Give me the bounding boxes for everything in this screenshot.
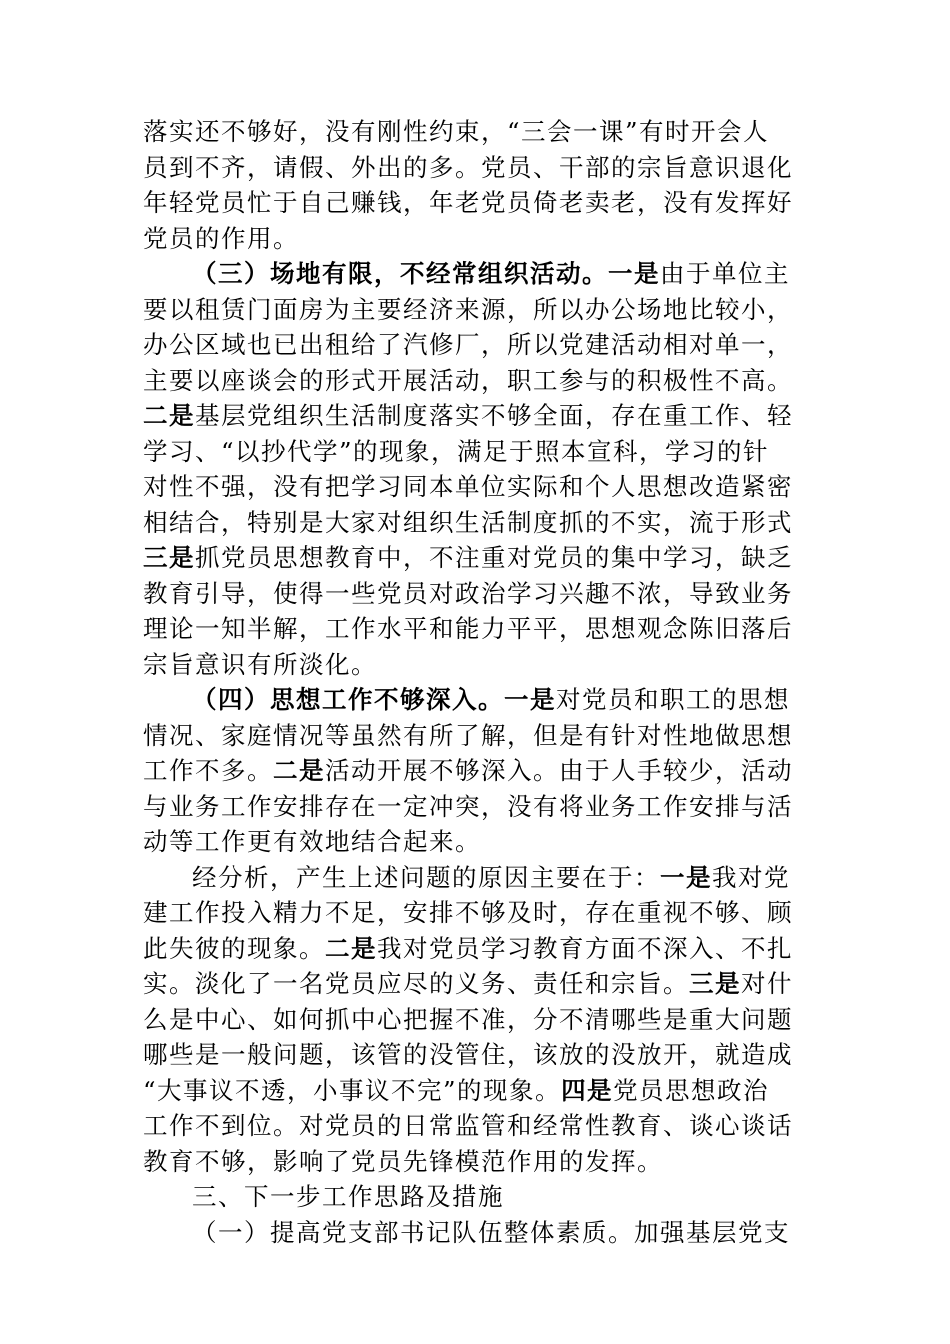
text-line: 教育引导，使得一些党员对政治学习兴趣不浓，导致业务 xyxy=(143,578,793,608)
point-marker: 四是 xyxy=(561,1075,614,1105)
text-line: 此失彼的现象。二是我对党员学习教育方面不深入、不扎 xyxy=(143,933,793,963)
text-line: 实。淡化了一名党员应尽的义务、责任和宗旨。三是对什 xyxy=(143,969,793,998)
text-line: 年轻党员忙于自己赚钱，年老党员倚老卖老，没有发挥好 xyxy=(143,188,793,217)
text-line: 么是中心、如何抓中心把握不准，分不清哪些是重大问题 xyxy=(143,1004,793,1034)
text-line: 工作不到位。对党员的日常监管和经常性教育、谈心谈话 xyxy=(143,1111,793,1140)
text-line: 三是抓党员思想教育中，不注重对党员的集中学习，缺乏 xyxy=(143,543,793,572)
point-marker: 三是 xyxy=(143,543,195,572)
section-four-line: （四）思想工作不够深入。一是对党员和职工的思想 xyxy=(192,685,790,714)
document-body xyxy=(143,114,808,1250)
section-three-line: （三）场地有限，不经常组织活动。一是由于单位主 xyxy=(192,259,790,288)
section-title-venue: （三）场地有限，不经常组织活动。 xyxy=(192,259,608,288)
text-line: 动等工作更有效地结合起来。 xyxy=(143,827,481,856)
text-line: 办公区域也已出租给了汽修厂，所以党建活动相对单一， xyxy=(143,330,793,359)
text-line: 学习、“以抄代学”的现象，满足于照本宣科，学习的针 xyxy=(143,436,770,466)
text-line: 党员的作用。 xyxy=(143,223,299,253)
point-marker: 一是 xyxy=(504,685,556,714)
text-line: 要以租赁门面房为主要经济来源，所以办公场地比较小， xyxy=(143,294,793,324)
point-marker: 二是 xyxy=(273,756,325,785)
text-line: 相结合，特别是大家对组织生活制度抓的不实，流于形式 xyxy=(143,507,793,537)
text-line: 对性不强，没有把学习同本单位实际和个人思想改造紧密 xyxy=(143,472,793,501)
subsection-line: （一）提高党支部书记队伍整体素质。加强基层党支 xyxy=(192,1217,790,1247)
text-line: 员到不齐，请假、外出的多。党员、干部的宗旨意识退化 xyxy=(143,152,793,182)
text-line: 与业务工作安排存在一定冲突，没有将业务工作安排与活 xyxy=(143,791,793,821)
text-line: “大事议不透，小事议不完”的现象。四是党员思想政治 xyxy=(143,1075,770,1105)
point-marker: 二是 xyxy=(143,401,195,430)
point-marker: 一是 xyxy=(660,862,712,892)
point-marker: 三是 xyxy=(689,969,741,998)
section-heading: 三、下一步工作思路及措施 xyxy=(192,1182,504,1211)
text-line: 建工作投入精力不足，安排不够及时，存在重视不够、顾 xyxy=(143,898,793,927)
point-marker: 二是 xyxy=(325,933,377,963)
text-line: 宗旨意识有所淡化。 xyxy=(143,649,377,679)
text-line: 落实还不够好，没有刚性约束，“三会一课”有时开会人 xyxy=(143,117,770,146)
analysis-line: 经分析，产生上述问题的原因主要在于：一是我对党 xyxy=(192,862,790,892)
text-line: 主要以座谈会的形式开展活动，职工参与的积极性不高。 xyxy=(143,365,793,395)
section-title-thinking: （四）思想工作不够深入。 xyxy=(192,685,504,714)
text-line: 教育不够，影响了党员先锋模范作用的发挥。 xyxy=(143,1146,663,1176)
text-line: 理论一知半解，工作水平和能力平平，思想观念陈旧落后 xyxy=(143,614,793,643)
text-line: 工作不多。二是活动开展不够深入。由于人手较少，活动 xyxy=(143,756,793,785)
text-line: 二是基层党组织生活制度落实不够全面，存在重工作、轻 xyxy=(143,401,793,430)
point-marker: 一是 xyxy=(608,259,660,288)
text-line: 哪些是一般问题，该管的没管住，该放的没放开，就造成 xyxy=(143,1040,793,1069)
text-line: 情况、家庭情况等虽然有所了解，但是有针对性地做思想 xyxy=(143,720,793,750)
